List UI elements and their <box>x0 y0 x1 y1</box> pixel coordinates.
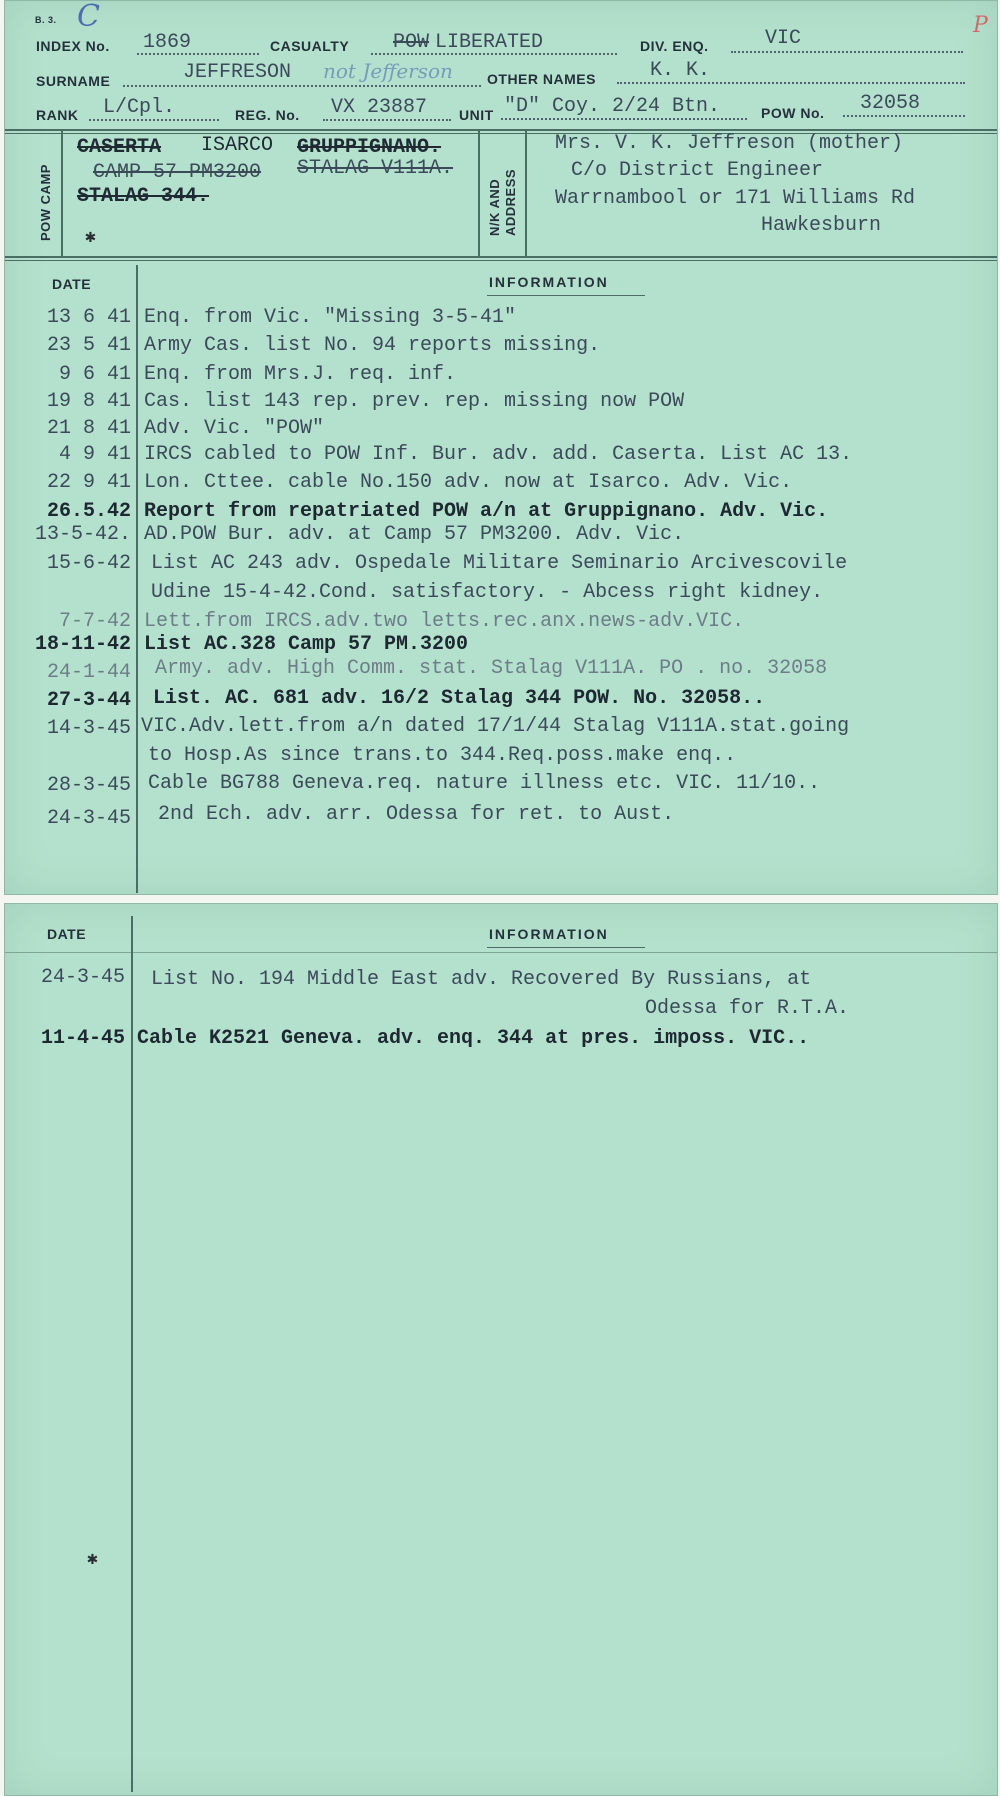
entry-info: Udine 15-4-42.Cond. satisfactory. - Abcess right kidney. <box>151 581 824 604</box>
camp-isarco: ISARCO <box>201 134 274 157</box>
entry-date: 19 8 41 <box>46 390 131 413</box>
entry-info: Enq. from Vic. "Missing 3-5-41" <box>144 306 517 329</box>
entry-info: Enq. from Mrs.J. req. inf. <box>144 363 457 386</box>
other-names-value: K. K. <box>650 59 711 82</box>
index-no-line <box>137 53 259 55</box>
rank-line <box>89 119 219 121</box>
rank-label: RANK <box>36 107 79 123</box>
handwritten-surname-note: not Jefferson <box>323 59 453 83</box>
other-names-label: OTHER NAMES <box>487 71 596 87</box>
handwritten-corner-mark: P <box>973 13 988 38</box>
handwritten-corner-letter: C <box>77 0 100 34</box>
entry-date: 23 5 41 <box>46 334 131 357</box>
entry-info: Cable BG788 Geneva.req. nature illness etc. VIC. 11/10.. <box>148 772 821 795</box>
nk-address-line-1: Mrs. V. K. Jeffreson (mother) <box>555 132 904 155</box>
nk-address-line-3: Warrnambool or 171 Williams Rd <box>555 187 916 210</box>
surname-value: JEFFRESON <box>183 61 292 84</box>
rule-bottom-pow-block <box>5 256 997 258</box>
reg-no-value: VX 23887 <box>331 96 428 119</box>
information-underline <box>487 295 645 296</box>
entry-info: Report from repatriated POW a/n at Gruppignano. Adv. Vic. <box>144 500 829 523</box>
rule-bottom-pow-block-thin <box>5 260 997 261</box>
pow-camp-label: POW CAMP <box>38 164 53 241</box>
header-rule <box>5 952 997 953</box>
entry-date: 24-1-44 <box>46 661 131 684</box>
entry-info: IRCS cabled to POW Inf. Bur. adv. add. Caserta. List AC 13. <box>144 443 853 466</box>
record-card-front <box>4 0 998 895</box>
address-label: ADDRESS <box>503 168 518 236</box>
entry-info: List AC 243 adv. Ospedale Militare Seminario Arcivescovile <box>151 552 848 575</box>
entry-date: 13-5-42. <box>34 523 131 546</box>
entry-info: List. AC. 681 adv. 16/2 Stalag 344 POW. No. 32058.. <box>153 687 766 710</box>
unit-label: UNIT <box>459 107 494 123</box>
entry-info: Cable K2521 Geneva. adv. enq. 344 at pres. imposs. VIC.. <box>137 1027 810 1050</box>
record-card-back <box>4 903 998 1796</box>
pow-no-label: POW No. <box>761 105 825 121</box>
rule-top-pow-block <box>5 129 997 131</box>
entry-date: 21 8 41 <box>46 417 131 440</box>
surname-line <box>123 85 481 87</box>
entry-info: VIC.Adv.lett.from a/n dated 17/1/44 Stalag V111A.stat.going <box>141 715 850 738</box>
unit-line <box>501 118 747 120</box>
form-code: B. 3. <box>35 15 57 25</box>
entry-date: 27-3-44 <box>46 689 131 712</box>
information-header: INFORMATION <box>489 274 609 290</box>
entry-info: Cas. list 143 rep. prev. rep. missing now POW <box>144 390 685 413</box>
ink-mark: ✱ <box>85 228 96 248</box>
entry-date: 9 6 41 <box>58 363 131 386</box>
entry-date: 24-3-45 <box>46 807 131 830</box>
reg-no-label: REG. No. <box>235 107 300 123</box>
camp-gruppignano: GRUPPIGNANO. <box>297 136 442 159</box>
casualty-line <box>371 53 617 55</box>
entry-date: 24-3-45 <box>40 966 125 989</box>
entry-info: 2nd Ech. adv. arr. Odessa for ret. to Aust. <box>158 803 675 826</box>
entry-date: 18-11-42 <box>34 633 131 656</box>
entry-info: Adv. Vic. "POW" <box>144 417 325 440</box>
entry-date: 14-3-45 <box>46 717 131 740</box>
div-enq-line <box>731 51 963 53</box>
rank-value: L/Cpl. <box>103 96 176 119</box>
casualty-value: LIBERATED <box>435 31 544 54</box>
entry-date: 28-3-45 <box>46 774 131 797</box>
nk-divider-right <box>525 131 527 257</box>
date-column-divider <box>136 265 138 893</box>
camp-stalag-v111a: STALAG V111A. <box>297 157 454 180</box>
entry-date: 13 6 41 <box>46 306 131 329</box>
entry-date: 26.5.42 <box>46 500 131 523</box>
pow-no-value: 32058 <box>860 92 921 115</box>
unit-value: "D" Coy. 2/24 Btn. <box>504 95 721 118</box>
camp-57-pm3200: CAMP 57 PM3200 <box>93 161 262 184</box>
date-header: DATE <box>47 926 87 942</box>
entry-date: 22 9 41 <box>46 471 131 494</box>
date-column-divider <box>131 916 133 1792</box>
date-header: DATE <box>52 276 92 292</box>
div-enq-value: VIC <box>765 27 802 50</box>
casualty-label: CASUALTY <box>270 38 350 54</box>
nk-address-line-4: Hawkesburn <box>761 214 882 237</box>
entry-info: Lett.from IRCS.adv.two letts.rec.anx.news-adv.VIC. <box>144 610 745 633</box>
index-no-label: INDEX No. <box>36 38 110 54</box>
entry-date: 15-6-42 <box>46 552 131 575</box>
entry-date: 11-4-45 <box>40 1027 125 1050</box>
camp-stalag-344: STALAG 344. <box>77 185 210 208</box>
entry-date: 7-7-42 <box>58 610 131 633</box>
information-header: INFORMATION <box>489 926 609 942</box>
reg-no-line <box>323 119 451 121</box>
nk-and-label: N/K AND <box>487 178 502 236</box>
nk-divider-left <box>478 131 480 257</box>
other-names-line <box>617 82 965 84</box>
nk-address-line-2: C/o District Engineer <box>571 159 824 182</box>
entry-info: List No. 194 Middle East adv. Recovered By Russians, at <box>151 968 812 991</box>
pow-no-line <box>843 115 965 117</box>
index-no-value: 1869 <box>143 31 192 54</box>
entry-info: List AC.328 Camp 57 PM.3200 <box>144 633 469 656</box>
pow-camp-divider <box>61 131 63 257</box>
information-underline <box>487 947 645 948</box>
ink-mark: ✱ <box>87 1550 98 1570</box>
entry-info: Odessa for R.T.A. <box>645 997 850 1020</box>
entry-info: AD.POW Bur. adv. at Camp 57 PM3200. Adv. Vic. <box>144 523 685 546</box>
entry-info: Lon. Cttee. cable No.150 adv. now at Isarco. Adv. Vic. <box>144 471 793 494</box>
casualty-struck-value: POW <box>393 31 430 54</box>
camp-caserta: CASERTA <box>77 136 162 159</box>
entry-info: Army Cas. list No. 94 reports missing. <box>144 334 601 357</box>
entry-info: Army. adv. High Comm. stat. Stalag V111A. PO . no. 32058 <box>155 657 828 680</box>
surname-label: SURNAME <box>36 73 111 89</box>
entry-info: to Hosp.As since trans.to 344.Req.poss.make enq.. <box>148 744 737 767</box>
entry-date: 4 9 41 <box>58 443 131 466</box>
div-enq-label: DIV. ENQ. <box>640 38 709 54</box>
